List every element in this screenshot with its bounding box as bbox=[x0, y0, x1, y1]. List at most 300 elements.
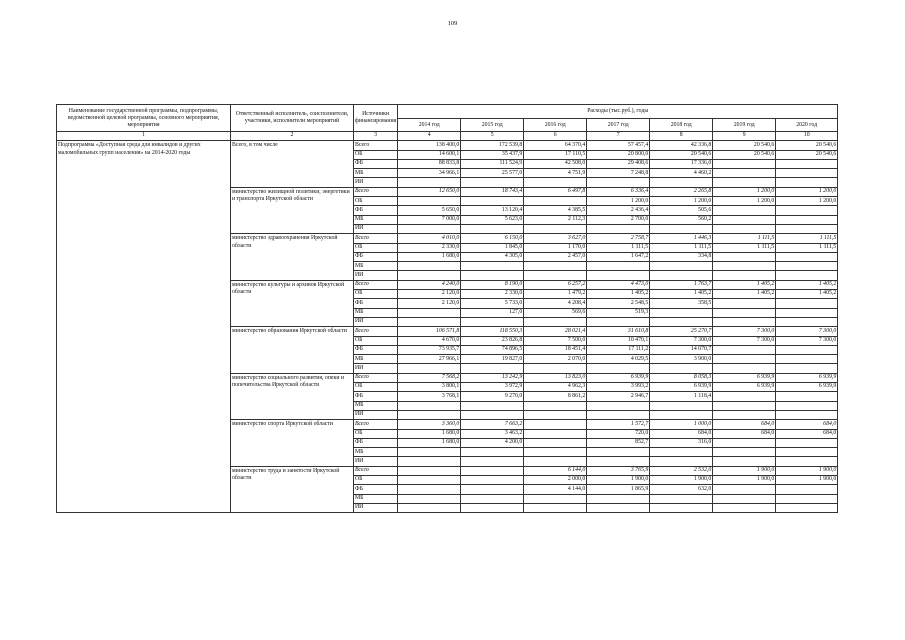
column-number: 8 bbox=[650, 132, 713, 141]
column-number: 10 bbox=[776, 132, 838, 141]
amount-cell: 1 111,5 bbox=[713, 234, 776, 243]
amount-cell: 20 540,6 bbox=[713, 141, 776, 150]
amount-cell: 1 170,0 bbox=[524, 243, 587, 252]
amount-cell bbox=[650, 457, 713, 466]
amount-cell bbox=[776, 364, 838, 373]
amount-cell bbox=[398, 466, 461, 475]
amount-cell bbox=[461, 494, 524, 503]
funding-source: ИИ bbox=[354, 503, 398, 512]
amount-cell bbox=[713, 401, 776, 410]
amount-cell: 852,7 bbox=[587, 438, 650, 447]
funding-source: ОБ bbox=[354, 429, 398, 438]
amount-cell bbox=[776, 215, 838, 224]
amount-cell bbox=[776, 159, 838, 168]
amount-cell bbox=[713, 308, 776, 317]
funding-source: ФБ bbox=[354, 159, 398, 168]
amount-cell bbox=[524, 438, 587, 447]
amount-cell bbox=[461, 503, 524, 512]
amount-cell: 8 861,2 bbox=[524, 392, 587, 401]
amount-cell: 5 623,0 bbox=[461, 215, 524, 224]
funding-source: Всего bbox=[354, 420, 398, 429]
amount-cell bbox=[776, 448, 838, 457]
funding-source: Всего bbox=[354, 187, 398, 196]
funding-source: ИИ bbox=[354, 224, 398, 233]
funding-source: ОБ bbox=[354, 197, 398, 206]
header-year: 2018 год bbox=[650, 119, 713, 132]
amount-cell: 2 330,0 bbox=[398, 243, 461, 252]
amount-cell: 7 568,2 bbox=[398, 373, 461, 382]
amount-cell: 3 768,1 bbox=[398, 392, 461, 401]
amount-cell: 1 111,5 bbox=[776, 234, 838, 243]
amount-cell: 3 993,2 bbox=[587, 383, 650, 392]
amount-cell: 17 110,5 bbox=[524, 150, 587, 159]
amount-cell: 64 370,4 bbox=[524, 141, 587, 150]
amount-cell bbox=[398, 262, 461, 271]
amount-cell: 1 405,2 bbox=[650, 290, 713, 299]
amount-cell: 334,8 bbox=[650, 252, 713, 261]
amount-cell: 42 336,8 bbox=[650, 141, 713, 150]
amount-cell bbox=[461, 475, 524, 484]
funding-source: ИИ bbox=[354, 317, 398, 326]
funding-source: ОБ bbox=[354, 475, 398, 484]
header-executor: Ответственный исполнитель, соисполнители, участники, исполнители мероприятий bbox=[231, 105, 354, 132]
amount-cell: 1 200,0 bbox=[650, 197, 713, 206]
amount-cell bbox=[587, 503, 650, 512]
funding-source: Всего bbox=[354, 327, 398, 336]
amount-cell bbox=[587, 317, 650, 326]
amount-cell bbox=[650, 364, 713, 373]
amount-cell: 1 200,0 bbox=[713, 197, 776, 206]
amount-cell bbox=[461, 197, 524, 206]
amount-cell: 4 010,0 bbox=[398, 234, 461, 243]
amount-cell: 7 000,0 bbox=[398, 215, 461, 224]
header-year: 2019 год bbox=[713, 119, 776, 132]
amount-cell bbox=[461, 466, 524, 475]
amount-cell: 505,6 bbox=[650, 206, 713, 215]
amount-cell bbox=[776, 317, 838, 326]
amount-cell bbox=[398, 401, 461, 410]
amount-cell bbox=[398, 317, 461, 326]
amount-cell: 118 550,3 bbox=[461, 327, 524, 336]
amount-cell bbox=[650, 224, 713, 233]
amount-cell: 13 120,4 bbox=[461, 206, 524, 215]
amount-cell: 29 408,6 bbox=[587, 159, 650, 168]
amount-cell bbox=[713, 215, 776, 224]
amount-cell bbox=[398, 503, 461, 512]
amount-cell: 4 751,9 bbox=[524, 169, 587, 178]
funding-source: ИИ bbox=[354, 364, 398, 373]
amount-cell: 1 405,2 bbox=[776, 290, 838, 299]
amount-cell: 6 144,0 bbox=[524, 466, 587, 475]
amount-cell: 358,5 bbox=[650, 299, 713, 308]
amount-cell bbox=[713, 364, 776, 373]
amount-cell: 17 336,0 bbox=[650, 159, 713, 168]
amount-cell: 1 900,0 bbox=[713, 475, 776, 484]
amount-cell bbox=[587, 494, 650, 503]
funding-source: МБ bbox=[354, 169, 398, 178]
amount-cell: 632,0 bbox=[650, 485, 713, 494]
amount-cell: 31 610,8 bbox=[587, 327, 650, 336]
amount-cell bbox=[398, 224, 461, 233]
amount-cell bbox=[650, 494, 713, 503]
funding-source: Всего bbox=[354, 466, 398, 475]
funding-source: Всего bbox=[354, 373, 398, 382]
amount-cell: 2 436,4 bbox=[587, 206, 650, 215]
amount-cell: 1 680,0 bbox=[398, 429, 461, 438]
amount-cell bbox=[461, 317, 524, 326]
amount-cell: 1 405,2 bbox=[713, 280, 776, 289]
amount-cell: 4 305,0 bbox=[461, 252, 524, 261]
funding-source: МБ bbox=[354, 308, 398, 317]
funding-source: ФБ bbox=[354, 252, 398, 261]
amount-cell: 1 900,0 bbox=[713, 466, 776, 475]
amount-cell: 4 144,0 bbox=[524, 485, 587, 494]
program-name: Подпрограмма «Доступная среда для инвалидов и других маломобильных групп населения» на 2014-2020 годы bbox=[57, 141, 231, 513]
amount-cell bbox=[461, 485, 524, 494]
amount-cell bbox=[776, 178, 838, 187]
amount-cell bbox=[776, 308, 838, 317]
amount-cell: 1 900,0 bbox=[650, 475, 713, 484]
funding-source: ИИ bbox=[354, 410, 398, 419]
amount-cell bbox=[524, 364, 587, 373]
amount-cell bbox=[713, 457, 776, 466]
amount-cell: 57 457,4 bbox=[587, 141, 650, 150]
amount-cell bbox=[524, 429, 587, 438]
amount-cell bbox=[398, 494, 461, 503]
funding-source: ФБ bbox=[354, 206, 398, 215]
funding-source: ОБ bbox=[354, 243, 398, 252]
amount-cell: 4 200,0 bbox=[461, 438, 524, 447]
amount-cell: 1 405,2 bbox=[713, 290, 776, 299]
amount-cell: 6 336,4 bbox=[587, 187, 650, 196]
amount-cell: 18 743,4 bbox=[461, 187, 524, 196]
amount-cell: 560,2 bbox=[650, 215, 713, 224]
amount-cell bbox=[524, 401, 587, 410]
amount-cell: 19 827,0 bbox=[461, 355, 524, 364]
amount-cell bbox=[398, 178, 461, 187]
amount-cell bbox=[587, 364, 650, 373]
amount-cell bbox=[524, 457, 587, 466]
amount-cell: 720,0 bbox=[587, 429, 650, 438]
amount-cell bbox=[398, 308, 461, 317]
amount-cell: 7 300,0 bbox=[776, 327, 838, 336]
amount-cell: 1 900,0 bbox=[776, 475, 838, 484]
amount-cell bbox=[398, 475, 461, 484]
funding-source: МБ bbox=[354, 355, 398, 364]
amount-cell: 74 896,5 bbox=[461, 345, 524, 354]
amount-cell: 7 248,8 bbox=[587, 169, 650, 178]
amount-cell: 7 663,2 bbox=[461, 420, 524, 429]
amount-cell bbox=[587, 224, 650, 233]
amount-cell bbox=[713, 410, 776, 419]
amount-cell: 23 826,8 bbox=[461, 336, 524, 345]
header-year: 2017 год bbox=[587, 119, 650, 132]
amount-cell: 684,0 bbox=[650, 429, 713, 438]
amount-cell: 13 242,9 bbox=[461, 373, 524, 382]
amount-cell: 20 540,6 bbox=[776, 141, 838, 150]
amount-cell bbox=[524, 503, 587, 512]
column-number: 4 bbox=[398, 132, 461, 141]
amount-cell: 1 572,7 bbox=[587, 420, 650, 429]
table-row bbox=[57, 141, 838, 150]
executor-name: министерство социального развития, опеки и попечительства Иркутской области bbox=[231, 373, 354, 419]
amount-cell bbox=[776, 169, 838, 178]
amount-cell: 4 385,5 bbox=[524, 206, 587, 215]
amount-cell bbox=[713, 503, 776, 512]
amount-cell: 2 120,0 bbox=[398, 299, 461, 308]
amount-cell: 25 270,7 bbox=[650, 327, 713, 336]
amount-cell: 1 111,5 bbox=[776, 243, 838, 252]
amount-cell bbox=[524, 271, 587, 280]
amount-cell bbox=[776, 206, 838, 215]
amount-cell: 1 479,2 bbox=[524, 290, 587, 299]
amount-cell bbox=[776, 262, 838, 271]
amount-cell bbox=[461, 410, 524, 419]
amount-cell bbox=[713, 494, 776, 503]
amount-cell bbox=[776, 410, 838, 419]
amount-cell: 4 460,2 bbox=[650, 169, 713, 178]
amount-cell: 2 548,5 bbox=[587, 299, 650, 308]
amount-cell: 2 457,0 bbox=[524, 252, 587, 261]
amount-cell bbox=[776, 224, 838, 233]
amount-cell bbox=[524, 224, 587, 233]
amount-cell bbox=[713, 485, 776, 494]
funding-source: Всего bbox=[354, 234, 398, 243]
header-year: 2020 год bbox=[776, 119, 838, 132]
amount-cell bbox=[524, 448, 587, 457]
amount-cell bbox=[461, 401, 524, 410]
amount-cell: 1 405,2 bbox=[587, 290, 650, 299]
amount-cell: 2 700,0 bbox=[587, 215, 650, 224]
amount-cell: 519,3 bbox=[587, 308, 650, 317]
amount-cell: 13 823,0 bbox=[524, 373, 587, 382]
amount-cell bbox=[461, 448, 524, 457]
header-year: 2015 год bbox=[461, 119, 524, 132]
column-number: 7 bbox=[587, 132, 650, 141]
amount-cell: 1 200,0 bbox=[713, 187, 776, 196]
funding-source: ОБ bbox=[354, 383, 398, 392]
funding-source: ФБ bbox=[354, 438, 398, 447]
amount-cell bbox=[524, 420, 587, 429]
amount-cell: 25 577,0 bbox=[461, 169, 524, 178]
amount-cell bbox=[776, 345, 838, 354]
amount-cell bbox=[398, 271, 461, 280]
amount-cell: 20 540,6 bbox=[650, 150, 713, 159]
funding-source: МБ bbox=[354, 448, 398, 457]
amount-cell: 14 600,1 bbox=[398, 150, 461, 159]
amount-cell bbox=[776, 485, 838, 494]
amount-cell: 3 463,2 bbox=[461, 429, 524, 438]
amount-cell: 34 966,1 bbox=[398, 169, 461, 178]
amount-cell bbox=[461, 457, 524, 466]
page-number: 109 bbox=[447, 20, 458, 27]
amount-cell: 27 966,1 bbox=[398, 355, 461, 364]
amount-cell bbox=[650, 448, 713, 457]
amount-cell: 1 000,0 bbox=[650, 420, 713, 429]
amount-cell: 42 508,0 bbox=[524, 159, 587, 168]
amount-cell: 6 939,9 bbox=[650, 383, 713, 392]
amount-cell bbox=[461, 224, 524, 233]
amount-cell bbox=[776, 457, 838, 466]
amount-cell bbox=[776, 494, 838, 503]
funding-source: ФБ bbox=[354, 345, 398, 354]
amount-cell bbox=[587, 448, 650, 457]
amount-cell: 10 470,1 bbox=[587, 336, 650, 345]
executor-name: министерство жилищной политики, энергетики и транспорта Иркутской области bbox=[231, 187, 354, 233]
amount-cell: 88 833,8 bbox=[398, 159, 461, 168]
amount-cell: 6 939,9 bbox=[713, 383, 776, 392]
amount-cell: 2 070,0 bbox=[524, 355, 587, 364]
amount-cell: 14 070,7 bbox=[650, 345, 713, 354]
amount-cell bbox=[524, 262, 587, 271]
amount-cell: 17 111,2 bbox=[587, 345, 650, 354]
amount-cell bbox=[461, 271, 524, 280]
amount-cell bbox=[776, 392, 838, 401]
amount-cell: 3 360,0 bbox=[398, 420, 461, 429]
amount-cell bbox=[650, 503, 713, 512]
amount-cell: 2 265,8 bbox=[650, 187, 713, 196]
column-number: 3 bbox=[354, 132, 398, 141]
amount-cell bbox=[461, 178, 524, 187]
column-number: 1 bbox=[57, 132, 231, 141]
amount-cell bbox=[587, 262, 650, 271]
amount-cell bbox=[587, 457, 650, 466]
amount-cell: 18 451,4 bbox=[524, 345, 587, 354]
amount-cell: 138 400,0 bbox=[398, 141, 461, 150]
amount-cell: 4 670,0 bbox=[398, 336, 461, 345]
executor-name: министерство культуры и архивов Иркутской области bbox=[231, 280, 354, 326]
amount-cell: 1 200,0 bbox=[587, 197, 650, 206]
amount-cell: 20 540,6 bbox=[776, 150, 838, 159]
amount-cell: 684,0 bbox=[713, 420, 776, 429]
amount-cell: 73 935,7 bbox=[398, 345, 461, 354]
funding-source: ОБ bbox=[354, 150, 398, 159]
budget-table bbox=[56, 104, 838, 513]
executor-name: министерство здравоохранения Иркутской области bbox=[231, 234, 354, 280]
amount-cell: 2 532,0 bbox=[650, 466, 713, 475]
funding-source: ФБ bbox=[354, 485, 398, 494]
amount-cell bbox=[776, 252, 838, 261]
header-year: 2014 год bbox=[398, 119, 461, 132]
amount-cell bbox=[587, 178, 650, 187]
amount-cell bbox=[776, 503, 838, 512]
amount-cell: 1 446,3 bbox=[650, 234, 713, 243]
amount-cell: 6 150,0 bbox=[461, 234, 524, 243]
amount-cell bbox=[713, 299, 776, 308]
amount-cell bbox=[776, 355, 838, 364]
amount-cell bbox=[587, 401, 650, 410]
amount-cell: 2 758,7 bbox=[587, 234, 650, 243]
amount-cell: 2 000,0 bbox=[524, 475, 587, 484]
amount-cell: 7 300,0 bbox=[650, 336, 713, 345]
amount-cell bbox=[650, 262, 713, 271]
amount-cell bbox=[524, 178, 587, 187]
column-number: 9 bbox=[713, 132, 776, 141]
amount-cell bbox=[713, 392, 776, 401]
column-number: 5 bbox=[461, 132, 524, 141]
amount-cell: 2 946,7 bbox=[587, 392, 650, 401]
amount-cell bbox=[776, 271, 838, 280]
amount-cell bbox=[398, 410, 461, 419]
amount-cell bbox=[713, 355, 776, 364]
amount-cell: 28 021,4 bbox=[524, 327, 587, 336]
amount-cell bbox=[650, 410, 713, 419]
amount-cell bbox=[650, 317, 713, 326]
amount-cell: 1 200,0 bbox=[776, 197, 838, 206]
amount-cell: 4 473,0 bbox=[587, 280, 650, 289]
amount-cell: 1 845,0 bbox=[461, 243, 524, 252]
amount-cell: 1 111,5 bbox=[587, 243, 650, 252]
amount-cell: 3 800,1 bbox=[398, 383, 461, 392]
amount-cell: 6 939,9 bbox=[587, 373, 650, 382]
amount-cell: 6 939,9 bbox=[776, 383, 838, 392]
column-number: 2 bbox=[231, 132, 354, 141]
amount-cell: 5 733,0 bbox=[461, 299, 524, 308]
amount-cell bbox=[713, 252, 776, 261]
amount-cell: 1 111,5 bbox=[713, 243, 776, 252]
amount-cell: 3 900,0 bbox=[650, 355, 713, 364]
executor-name: министерство образования Иркутской области bbox=[231, 327, 354, 373]
amount-cell bbox=[713, 262, 776, 271]
funding-source: МБ bbox=[354, 262, 398, 271]
amount-cell bbox=[587, 271, 650, 280]
amount-cell: 1 763,7 bbox=[650, 280, 713, 289]
funding-source: ОБ bbox=[354, 290, 398, 299]
amount-cell: 569,6 bbox=[524, 308, 587, 317]
amount-cell: 3 627,0 bbox=[524, 234, 587, 243]
amount-cell: 684,0 bbox=[713, 429, 776, 438]
amount-cell bbox=[713, 169, 776, 178]
amount-cell: 1 111,5 bbox=[650, 243, 713, 252]
funding-source: ИИ bbox=[354, 271, 398, 280]
amount-cell bbox=[713, 178, 776, 187]
funding-source: МБ bbox=[354, 494, 398, 503]
amount-cell bbox=[776, 401, 838, 410]
amount-cell: 1 900,0 bbox=[587, 475, 650, 484]
funding-source: ФБ bbox=[354, 299, 398, 308]
executor-name: министерство спорта Иркутской области bbox=[231, 420, 354, 466]
amount-cell: 4 029,5 bbox=[587, 355, 650, 364]
amount-cell: 3 972,9 bbox=[461, 383, 524, 392]
amount-cell: 1 405,2 bbox=[776, 280, 838, 289]
header-expenses: Расходы (тыс.руб.), годы bbox=[398, 105, 838, 119]
amount-cell: 1 680,0 bbox=[398, 438, 461, 447]
executor-name: Всего, в том числе bbox=[231, 141, 354, 187]
amount-cell bbox=[650, 401, 713, 410]
amount-cell: 1 680,0 bbox=[398, 252, 461, 261]
funding-source: ИИ bbox=[354, 178, 398, 187]
amount-cell: 7 300,0 bbox=[776, 336, 838, 345]
funding-source: ОБ bbox=[354, 336, 398, 345]
amount-cell: 1 118,4 bbox=[650, 392, 713, 401]
amount-cell bbox=[713, 206, 776, 215]
amount-cell bbox=[524, 494, 587, 503]
amount-cell bbox=[713, 345, 776, 354]
amount-cell: 684,0 bbox=[776, 429, 838, 438]
amount-cell: 172 539,8 bbox=[461, 141, 524, 150]
amount-cell bbox=[713, 448, 776, 457]
amount-cell: 1 900,0 bbox=[776, 466, 838, 475]
header-program: Наименование государственной программы, подпрограммы, ведомственной целевой программы, основного мероприятия, мероприятия bbox=[57, 105, 231, 132]
amount-cell: 5 650,0 bbox=[398, 206, 461, 215]
amount-cell bbox=[713, 224, 776, 233]
amount-cell: 4 240,0 bbox=[398, 280, 461, 289]
amount-cell bbox=[713, 317, 776, 326]
amount-cell: 1 200,0 bbox=[776, 187, 838, 196]
amount-cell bbox=[398, 457, 461, 466]
column-number: 6 bbox=[524, 132, 587, 141]
amount-cell bbox=[524, 317, 587, 326]
